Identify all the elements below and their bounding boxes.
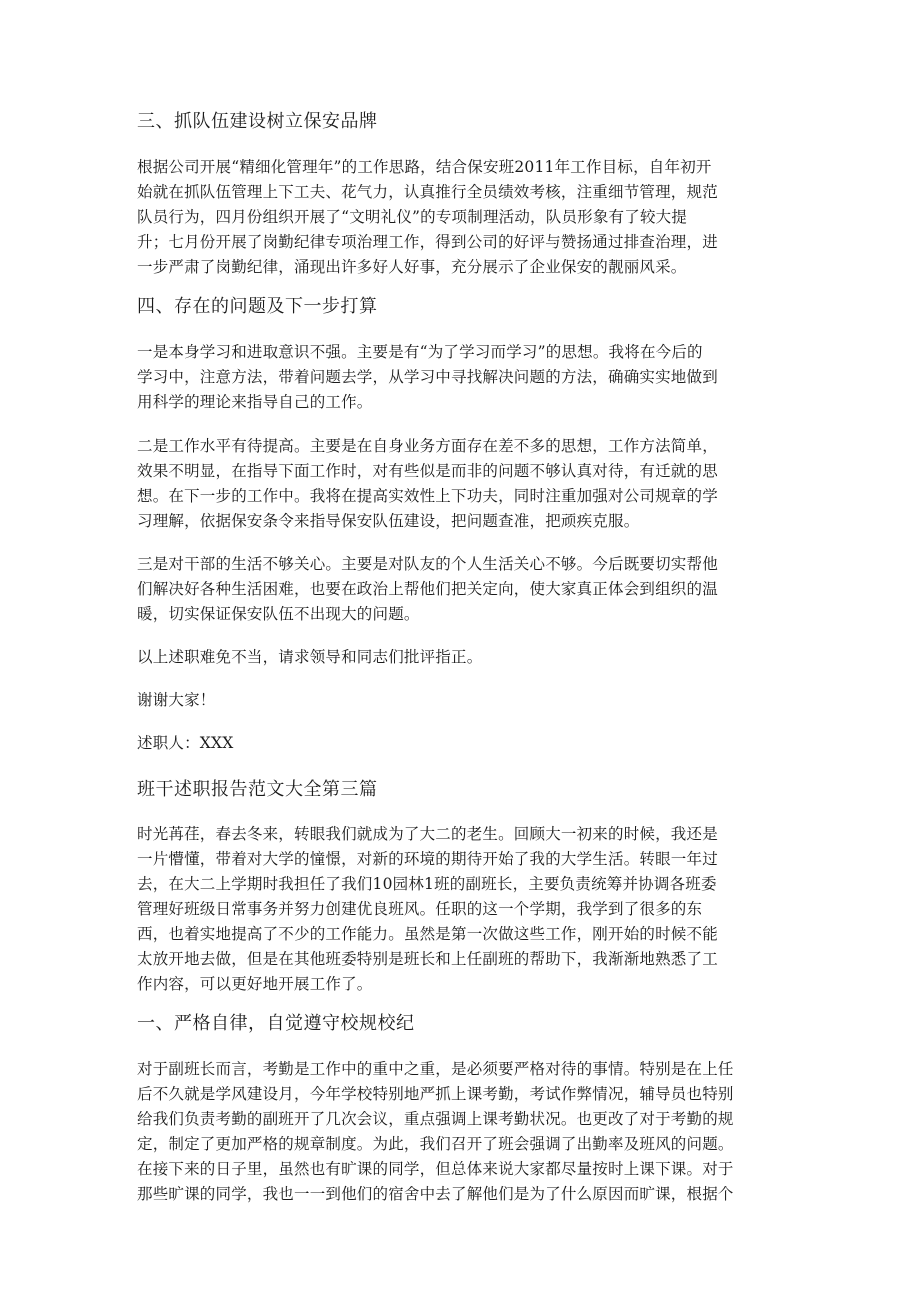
text-line: 去，在大二上学期时我担任了我们10园林1班的副班长，主要负责统筹并协调各班委 <box>137 875 717 893</box>
text-line: 给我们负责考勤的副班开了几次会议，重点强调上课考勤状况。也更改了对于考勤的规 <box>137 1110 734 1128</box>
text-line: 管理好班级日常事务并努力创建优良班风。任职的这一个学期，我学到了很多的东 <box>137 900 703 918</box>
text-line: 时光苒荏，春去冬来，转眼我们就成为了大二的老生。回顾大一初来的时候，我还是 <box>137 825 718 843</box>
text-line: 暖，切实保证保安队伍不出现大的问题。 <box>137 605 420 623</box>
text-line: 后不久就是学风建设月，今年学校特别地严抓上课考勤，考试作弊情况，辅导员也特别 <box>137 1085 734 1103</box>
text-line: 想。在下一步的工作中。我将在提高实效性上下功夫，同时注重加强对公司规章的学 <box>137 487 718 505</box>
text-line: 效果不明显，在指导下面工作时，对有些似是而非的问题不够认真对待，有迁就的思 <box>137 462 718 480</box>
text-line: 二是工作水平有待提高。主要是在自身业务方面存在差不多的思想，工作方法简单， <box>137 437 718 455</box>
text-line: 一是本身学习和进取意识不强。主要是有“为了学习而学习”的思想。我将在今后的 <box>137 343 703 361</box>
section-heading-4: 四、存在的问题及下一步打算 <box>137 296 378 317</box>
text-line: 用科学的理论来指导自己的工作。 <box>137 393 373 411</box>
text-line: 定，制定了更加严格的规章制度。为此，我们召开了班会强调了出勤率及班风的问题。 <box>137 1135 734 1153</box>
text-line: 在接下来的日子里，虽然也有旷课的同学，但总体来说大家都尽量按时上课下课。对于 <box>137 1160 734 1178</box>
text-line: 西，也着实地提高了不少的工作能力。虽然是第一次做这些工作，刚开始的时候不能 <box>137 925 718 943</box>
signature-line: 述职人：XXX <box>137 734 234 752</box>
text-line: 们解决好各种生活困难，也要在政治上帮他们把关定向，使大家真正体会到组织的温 <box>137 580 718 598</box>
article-title: 班干述职报告范文大全第三篇 <box>137 779 378 800</box>
text-line: 始就在抓队伍管理上下工夫、花气力，认真推行全员绩效考核，注重细节管理，规范 <box>137 183 718 201</box>
text-line: 学习中，注意方法，带着问题去学，从学习中寻找解决问题的方法，确确实实地做到 <box>137 368 718 386</box>
text-line: 作内容，可以更好地开展工作了。 <box>137 975 373 993</box>
section-heading-3: 三、抓队伍建设树立保安品牌 <box>137 111 378 132</box>
section-heading-1: 一、严格自律，自觉遵守校规校纪 <box>137 1013 415 1034</box>
text-line: 根据公司开展“精细化管理年”的工作思路，结合保安班2011年工作目标，自年初开 <box>137 158 712 176</box>
text-line: 一片懵懂，带着对大学的憧憬，对新的环境的期待开始了我的大学生活。转眼一年过 <box>137 850 718 868</box>
text-line: 三是对干部的生活不够关心。主要是对队友的个人生活关心不够。今后既要切实帮他 <box>137 555 718 573</box>
text-line: 习理解，依据保安条令来指导保安队伍建设，把问题查准，把顽疾克服。 <box>137 512 640 530</box>
text-line: 太放开地去做，但是在其他班委特别是班长和上任副班的帮助下，我渐渐地熟悉了工 <box>137 950 718 968</box>
text-line: 对于副班长而言，考勤是工作中的重中之重，是必须要严格对待的事情。特别是在上任 <box>137 1060 734 1078</box>
text-line: 一步严肃了岗勤纪律，涌现出许多好人好事，充分展示了企业保安的靓丽风采。 <box>137 258 687 276</box>
text-line: 队员行为，四月份组织开展了“文明礼仪”的专项制理活动，队员形象有了较大提 <box>137 208 688 226</box>
text-line: 升；七月份开展了岗勤纪律专项治理工作，得到公司的好评与赞扬通过排查治理，进 <box>137 233 718 251</box>
thanks-line: 谢谢大家！ <box>137 691 216 709</box>
text-line: 那些旷课的同学，我也一一到他们的宿舍中去了解他们是为了什么原因而旷课，根据个 <box>137 1185 734 1203</box>
closing-request: 以上述职难免不当，请求领导和同志们批评指正。 <box>137 648 483 666</box>
